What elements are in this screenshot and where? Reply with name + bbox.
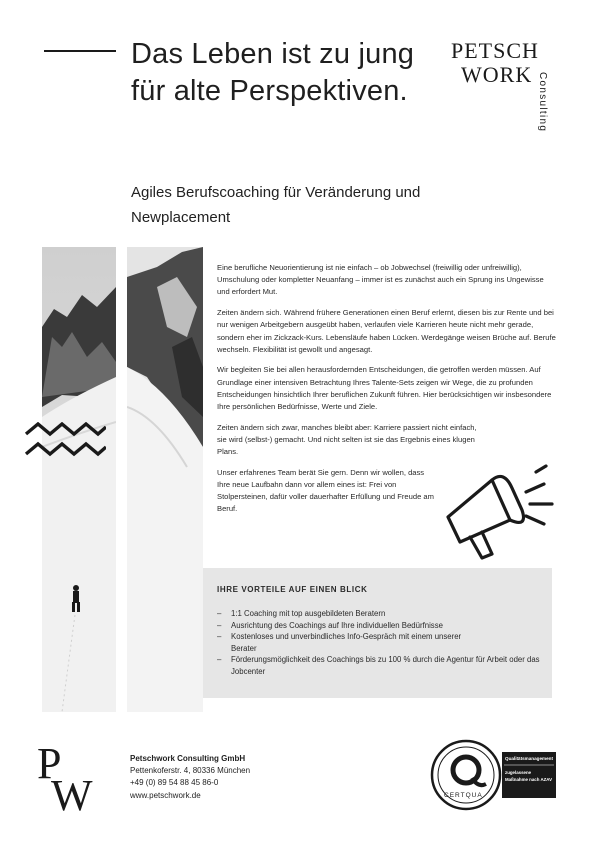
certqua-line3: Maßnahme nach AZAV <box>505 777 553 782</box>
megaphone-icon <box>440 462 558 562</box>
footer-address: Pettenkoferstr. 4, 80336 München <box>130 766 251 776</box>
benefits-list <box>217 608 542 677</box>
paragraph-team: Unser erfahrenes Team berät Sie gern. Denn wir wollen, dass Ihre neue Laufbahn dann vor allem eines ist: Frei von Stolpersteinen, dafür voller dauerhafter Erfüllung und Freude am Beruf. <box>217 467 434 514</box>
footer-company: Petschwork Consulting GmbH <box>130 754 246 763</box>
benefits-title: IHRE VORTEILE AUF EINEN BLICK <box>217 585 368 594</box>
headline-rule <box>44 50 116 52</box>
logo-line-petsch: PETSCH <box>451 38 539 63</box>
footer-website[interactable]: www.petschwork.de <box>130 790 201 800</box>
logo-consulting: Consulting <box>537 72 548 133</box>
mountain-photo-strip-right <box>127 247 203 712</box>
headline: Das Leben ist zu jung für alte Perspektiven. <box>131 38 415 107</box>
petschwork-logo <box>451 38 551 133</box>
list-item: – Förderungsmöglichkeit des Coachings bis zu 100 % durch die Agentur für Arbeit oder das Jobcenter <box>217 654 542 677</box>
list-item: – Ausrichtung des Coachings auf Ihre individuellen Bedürfnisse <box>217 620 542 632</box>
paragraph-intro: Eine berufliche Neuorientierung ist nie einfach – ob Jobwechsel (freiwillig oder unfreiwillig), Umschulung oder kompletter Neuanfang – immer ist es zunächst auch ein Sprung ins Ungewisse und erfordert Mut. <box>217 263 544 297</box>
subheadline: Agiles Berufscoaching für Veränderung und Newplacement <box>131 184 421 226</box>
pw-monogram-logo: P W <box>37 739 93 820</box>
paragraph-career: Zeiten ändern sich zwar, manches bleibt aber: Karriere passiert nicht einfach, sie wird (selbst-) gemacht. Und nicht selten ist sie das Ergebnis eines klugen Plans. <box>217 422 477 457</box>
paragraph-support: Wir begleiten Sie bei allen herausfordernden Entscheidungen, die getroffen werden müssen. Auf Grundlage einer intensiven Betrachtung Ihres Talente-Sets zeigen wir Wege, die zu profunden Entscheidungen hinsichtlich Ihrer beruflichen Zukunft führen. Hier berücksichtigen wir insbesondere Ihre persönlichen Bedürfnisse, Werte und Ziele. <box>217 365 552 412</box>
footer-contact <box>130 753 250 802</box>
logo-line-work: WORK <box>461 62 533 87</box>
certqua-brand: CERTQUA <box>444 792 483 799</box>
footer-phone: +49 (0) 89 54 88 45 86-0 <box>130 778 219 788</box>
certqua-line1: Qualitätsmanagement <box>505 756 553 761</box>
list-item: – 1:1 Coaching mit top ausgebildeten Beratern <box>217 608 542 620</box>
paragraph-times-change: Zeiten ändern sich. Während frühere Generationen einen Beruf erlernt, diesen bis zur Rente und bei nur wenigen Arbeitgebern ausgeübt haben, verlaufen viele Karrieren heute nicht mehr gerade, sondern eher im Zickzack-Kurs. Lebensläufe haben Lücken. Werdegänge weisen Brüche auf. Berufe wechseln. Flexibilität ist gewollt und angesagt. <box>217 308 556 354</box>
zigzag-icon <box>24 422 106 464</box>
mountain-photo-strip-left <box>42 247 116 712</box>
list-item: – Kostenloses und unverbindliches Info-Gespräch mit einem unserer Berater <box>217 631 471 654</box>
certqua-line2: zugelassene <box>505 770 532 775</box>
certqua-badge <box>430 738 558 816</box>
